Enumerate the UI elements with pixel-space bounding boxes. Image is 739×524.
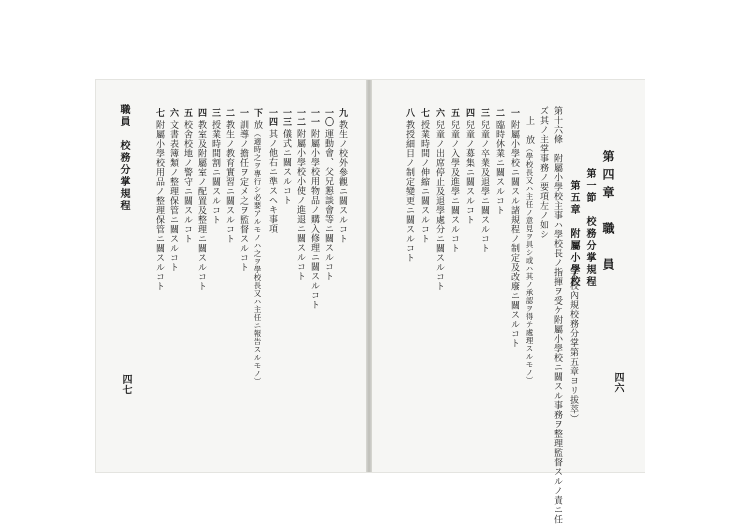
- chapter-title: 第四章 職 員: [601, 150, 615, 276]
- list-item: 三授業時間割ニ關スルコト: [210, 108, 220, 225]
- list-item: 一〇運動會、父兄懇談會等ニ關スルコト: [323, 108, 333, 281]
- list-item: 七授業時間ノ伸縮ニ關スルコト: [419, 108, 429, 244]
- article-16-cont: ズ其ノ主掌事務ノ要項左ノ如シ: [538, 106, 548, 239]
- list-item: 一四其ノ他右ニ準スヘキ事項: [267, 108, 277, 234]
- list-item: 一二附屬小學校小使ノ進退ニ關スルコト: [295, 108, 305, 281]
- chapter5-note: （本校內規校務分掌第五章ヨリ拔萃）: [568, 262, 578, 424]
- list-item: 一三儀式ニ關スルコト: [281, 108, 291, 205]
- upper-label: 上 放（學校長又ハ主任ノ意見ヲ具シ或ハ其ノ承認ヲ得テ處理スルモノ）: [524, 116, 534, 385]
- chapter5-title: 第五章 附屬小學校: [568, 180, 579, 288]
- list-item: 五校舍校地ノ警守ニ關スルコト: [182, 108, 192, 244]
- list-item: 下放（適時之ヲ專行シ必要アルモノハ之ヲ學校長又ハ主任ニ報告スルモノ）: [252, 108, 262, 386]
- section-title: 第一節 校務分掌規程: [584, 168, 595, 288]
- list-item: 九教生ノ校外參觀ニ關スルコト: [337, 108, 347, 244]
- page-number-left: 四七: [120, 374, 131, 395]
- page-number-right: 四六: [612, 372, 623, 393]
- list-item: 四教室及附屬室ノ配置及整理ニ關スルコト: [196, 108, 206, 291]
- list-item: 一一附屬小學校用物品ノ購入修理ニ關スルコト: [309, 108, 319, 310]
- list-item: 五兒童ノ入學及進學ニ關スルコト: [449, 108, 459, 253]
- list-item: 四兒童ノ募集ニ關スルコト: [464, 108, 474, 225]
- article-16: 第十六條 附屬小學校主事ハ學校長ノ指揮ヲ受ケ附屬小學校ニ關スル事務ヲ整理監督スルノ責ニ任: [552, 106, 562, 524]
- book-gutter: [366, 80, 372, 472]
- list-item: 一訓導ノ擔任ヲ定メ之ヲ監督スルコト: [238, 108, 248, 272]
- list-item: 六文書表簿類ノ整理保管ニ關スルコト: [168, 108, 178, 272]
- running-head: 職員 校務分掌規程: [118, 104, 129, 212]
- list-item: 一附屬小學校ニ關スル諸規程ノ制定及改廢ニ關スルコト: [509, 108, 519, 348]
- list-item: 二教生ノ教育實習ニ關スルコト: [224, 108, 234, 244]
- list-item: 三兒童ノ卒業及退學ニ關スルコト: [479, 108, 489, 253]
- list-item: 二臨時休業ニ關スルコト: [494, 108, 504, 215]
- list-item: 八教授細目ノ制定變更ニ關スルコト: [404, 108, 414, 263]
- list-item: 六兒童ノ出席停止及退學處分ニ關スルコト: [434, 108, 444, 291]
- list-item: 七附屬小學校用品ノ整理保管ニ關スルコト: [154, 108, 164, 291]
